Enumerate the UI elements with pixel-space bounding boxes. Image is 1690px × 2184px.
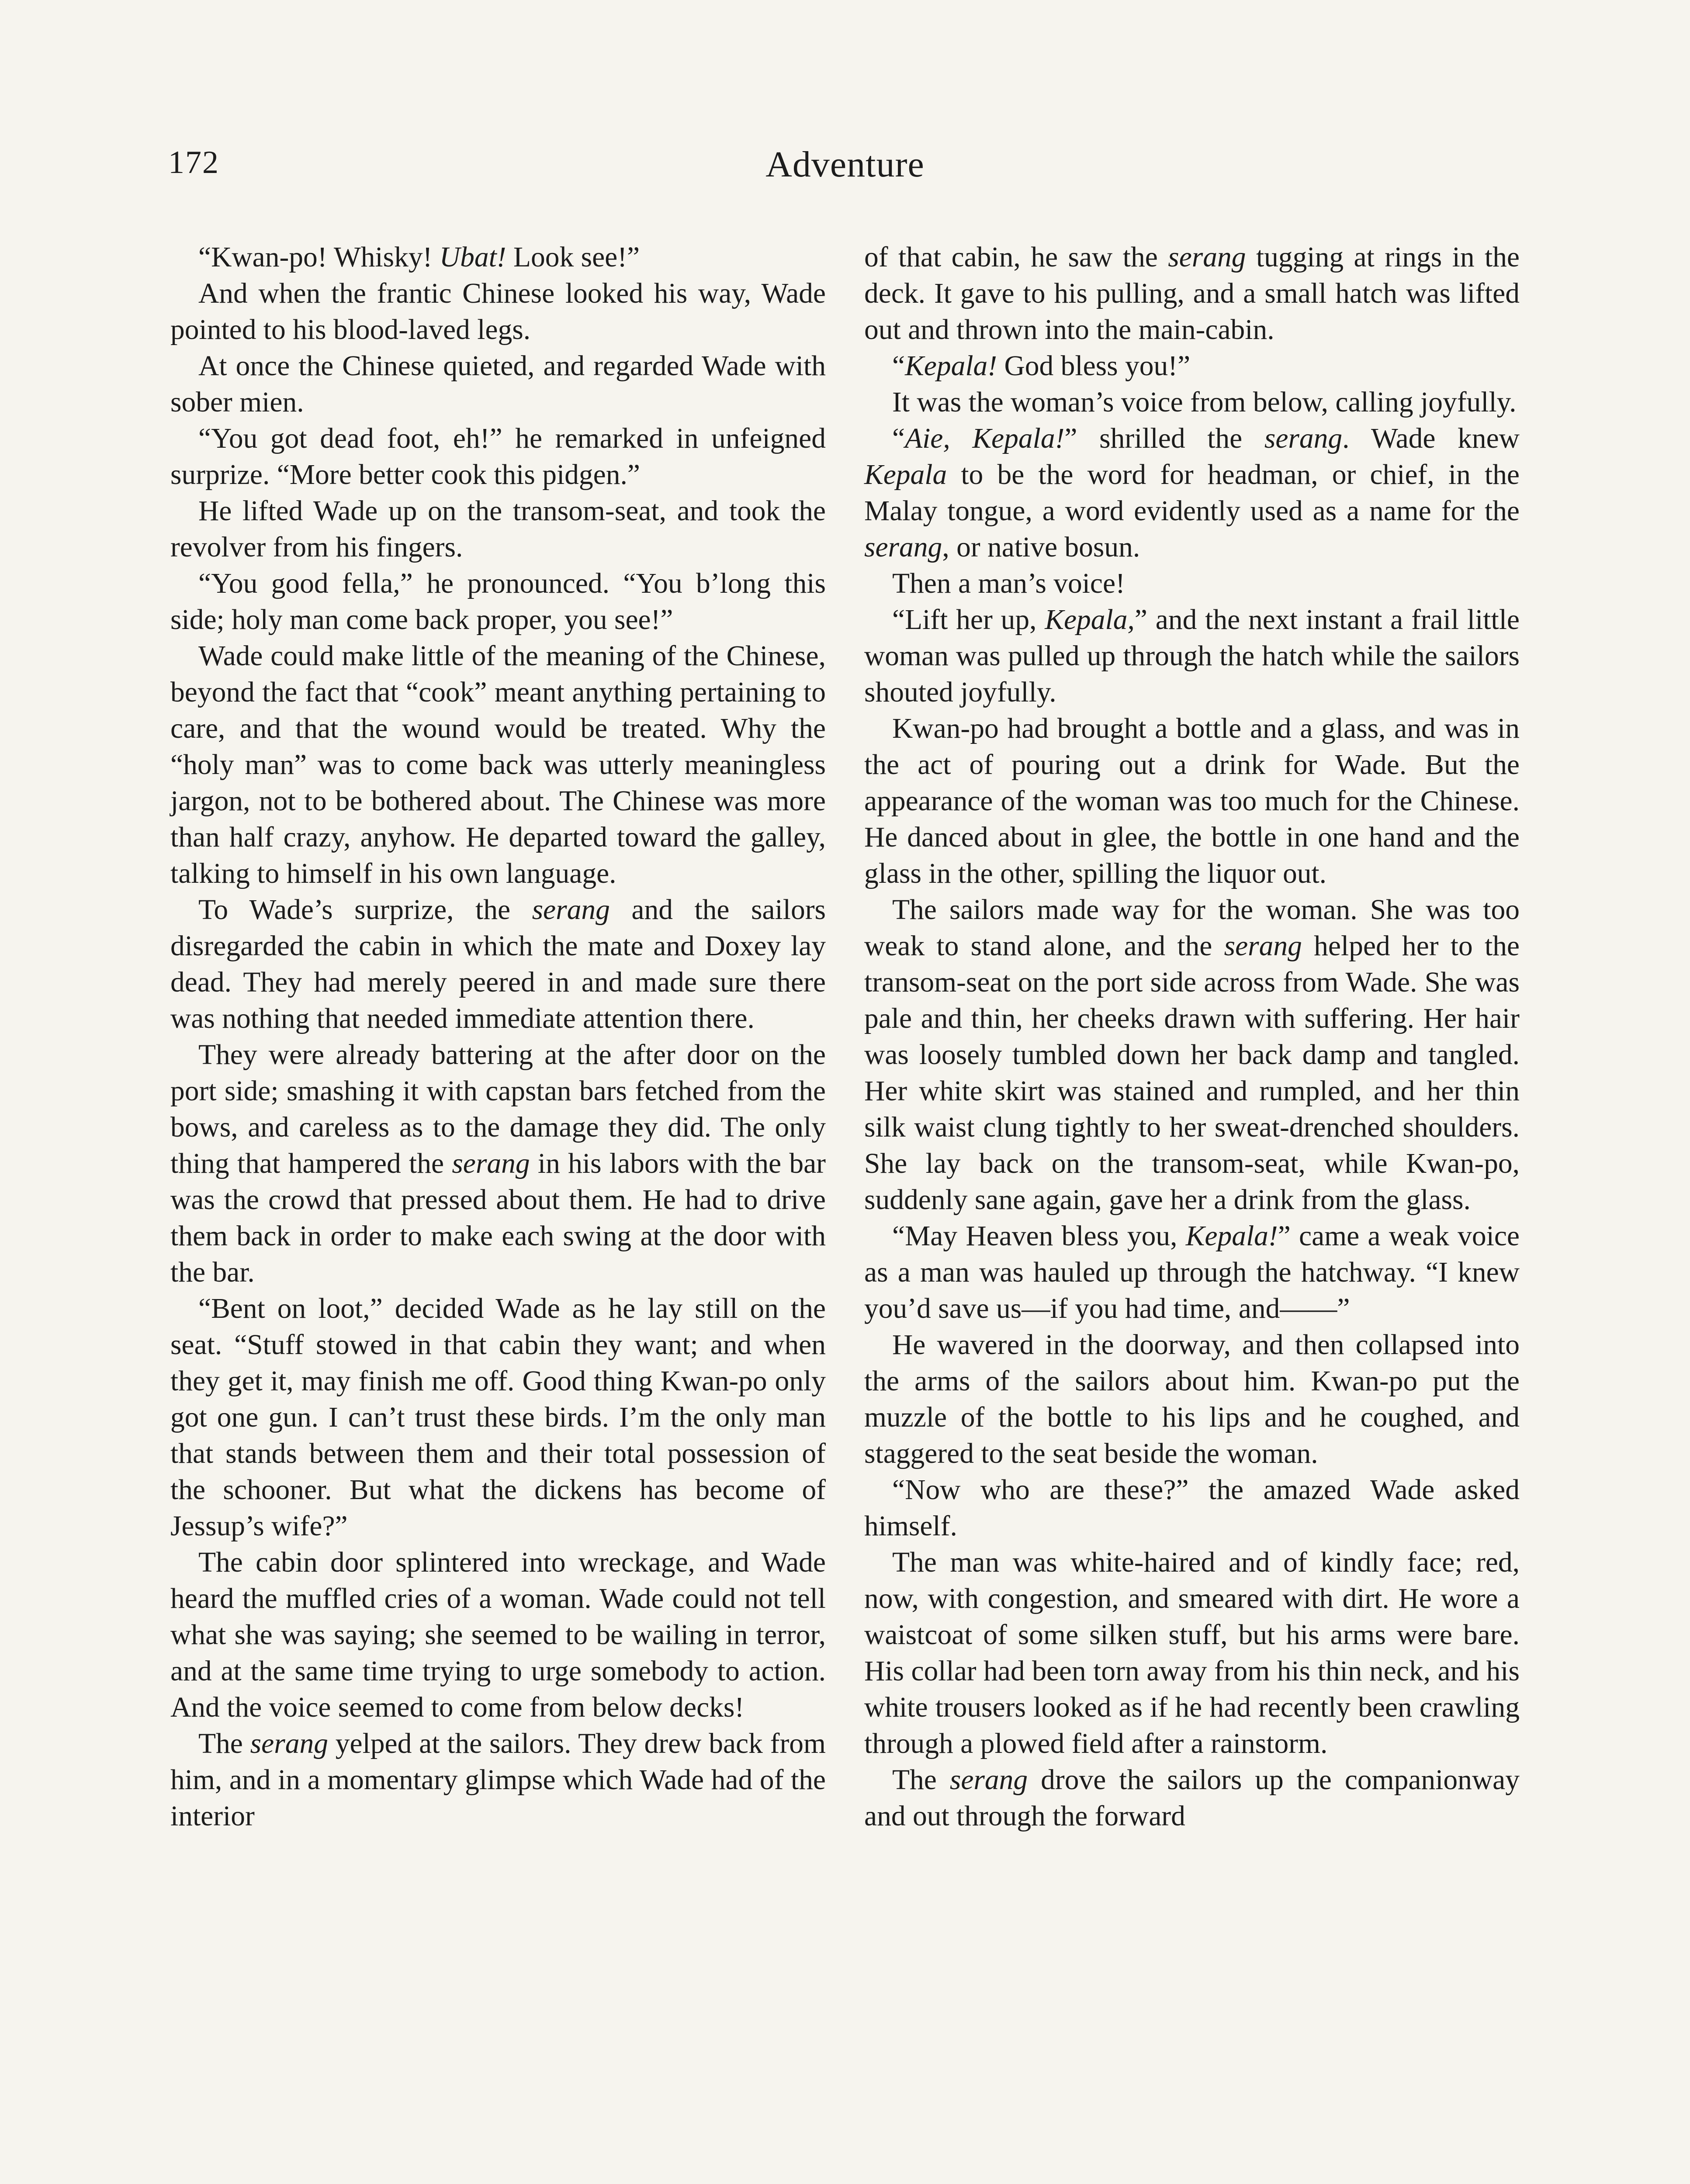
paragraph: “Now who are these?” the amazed Wade asked himself.	[864, 1474, 1520, 1542]
paragraph: “Kepala! God bless you!”	[892, 350, 1191, 382]
paragraph: “Aie, Kepala!” shrilled the serang. Wade knew Kepala to be the word for headman, or chief, in the Malay tongue, a word evidently used as a name for the serang, or native bosun.	[864, 423, 1520, 563]
paragraph: “Kwan-po! Whisky! Ubat! Look see!”	[198, 242, 640, 273]
paragraph: He wavered in the doorway, and then collapsed into the arms of the sailors about him. Kwan-po put the muzzle of the bottle to his lips and he coughed, and staggered to the seat beside the woman.	[864, 1329, 1520, 1469]
paragraph: “You good fella,” he pronounced. “You b’long this side; holy man come back proper, you see!”	[170, 568, 826, 636]
right-column	[864, 239, 1520, 1835]
paragraph: The sailors made way for the woman. She was too weak to stand alone, and the serang helped her to the transom-seat on the port side across from Wade. She was pale and thin, her cheeks drawn with suffering. Her hair was loosely tumbled down her back damp and tangled. Her white skirt was stained and rumpled, and her thin silk waist clung tightly to her sweat-drenched shoulders. She lay back on the transom-seat, while Kwan-po, suddenly sane again, gave her a drink from the glass.	[864, 894, 1520, 1216]
paragraph: To Wade’s surprize, the serang and the sailors disregarded the cabin in which the mate and Doxey lay dead. They had merely peered in and made sure there was nothing that needed immediate attention there.	[170, 894, 826, 1034]
paragraph: The serang yelped at the sailors. They drew back from him, and in a momentary glimpse which Wade had of the interior	[170, 1728, 826, 1832]
paragraph: The cabin door splintered into wreckage, and Wade heard the muffled cries of a woman. Wade could not tell what she was saying; she seemed to be wailing in terror, and at the same time trying to urge somebody to action. And the voice seemed to come from below decks!	[170, 1547, 826, 1723]
paragraph: “Bent on loot,” decided Wade as he lay still on the seat. “Stuff stowed in that cabin they want; and when they get it, may finish me off. Good thing Kwan-po only got one gun. I can’t trust these birds. I’m the only man that stands between them and their total possession of the schooner. But what the dickens has become of Jessup’s wife?”	[170, 1293, 826, 1542]
paragraph: And when the frantic Chinese looked his way, Wade pointed to his blood-laved legs.	[170, 278, 826, 346]
paragraph: The man was white-haired and of kindly face; red, now, with congestion, and smeared with dirt. He wore a waistcoat of some silken stuff, but his arms were bare. His collar had been torn away from his thin neck, and his white trousers looked as if he had recently been crawling through a plowed field after a rainstorm.	[864, 1547, 1520, 1759]
page-number: 172	[168, 145, 219, 180]
left-column	[170, 239, 826, 1835]
paragraph: They were already battering at the after door on the port side; smashing it with capstan bars fetched from the bows, and careless as to the damage they did. The only thing that hampered the serang in his labors with the bar was the crowd that pressed about them. He had to drive them back in order to make each swing at the door with the bar.	[170, 1039, 826, 1288]
paragraph: Then a man’s voice!	[892, 568, 1125, 599]
paragraph: The serang drove the sailors up the companionway and out through the forward	[864, 1764, 1520, 1832]
paragraph: “May Heaven bless you, Kepala!” came a weak voice as a man was hauled up through the hatchway. “I knew you’d save us—if you had time, and——”	[864, 1220, 1520, 1324]
paragraph: At once the Chinese quieted, and regarded Wade with sober mien.	[170, 350, 826, 418]
paragraph: It was the woman’s voice from below, calling joyfully.	[892, 387, 1517, 418]
paragraph: “You got dead foot, eh!” he remarked in unfeigned surprize. “More better cook this pidgen.”	[170, 423, 826, 491]
running-head: Adventure	[765, 144, 925, 185]
paragraph: Kwan-po had brought a bottle and a glass, and was in the act of pouring out a drink for Wade. But the appearance of the woman was too much for the Chinese. He danced about in glee, the bottle in one hand and the glass in the other, spilling the liquor out.	[864, 713, 1520, 889]
paragraph: He lifted Wade up on the transom-seat, and took the revolver from his fingers.	[170, 495, 826, 563]
paragraph: “Lift her up, Kepala,” and the next instant a frail little woman was pulled up through the hatch while the sailors shouted joyfully.	[864, 604, 1520, 708]
paragraph-continued: of that cabin, he saw the serang tugging at rings in the deck. It gave to his pulling, and a small hatch was lifted out and thrown into the main-cabin.	[864, 242, 1520, 346]
paragraph: Wade could make little of the meaning of the Chinese, beyond the fact that “cook” meant anything pertaining to care, and that the wound would be treated. Why the “holy man” was to come back was utterly meaningless jargon, not to be bothered about. The Chinese was more than half crazy, anyhow. He departed toward the galley, talking to himself in his own language.	[170, 640, 826, 889]
